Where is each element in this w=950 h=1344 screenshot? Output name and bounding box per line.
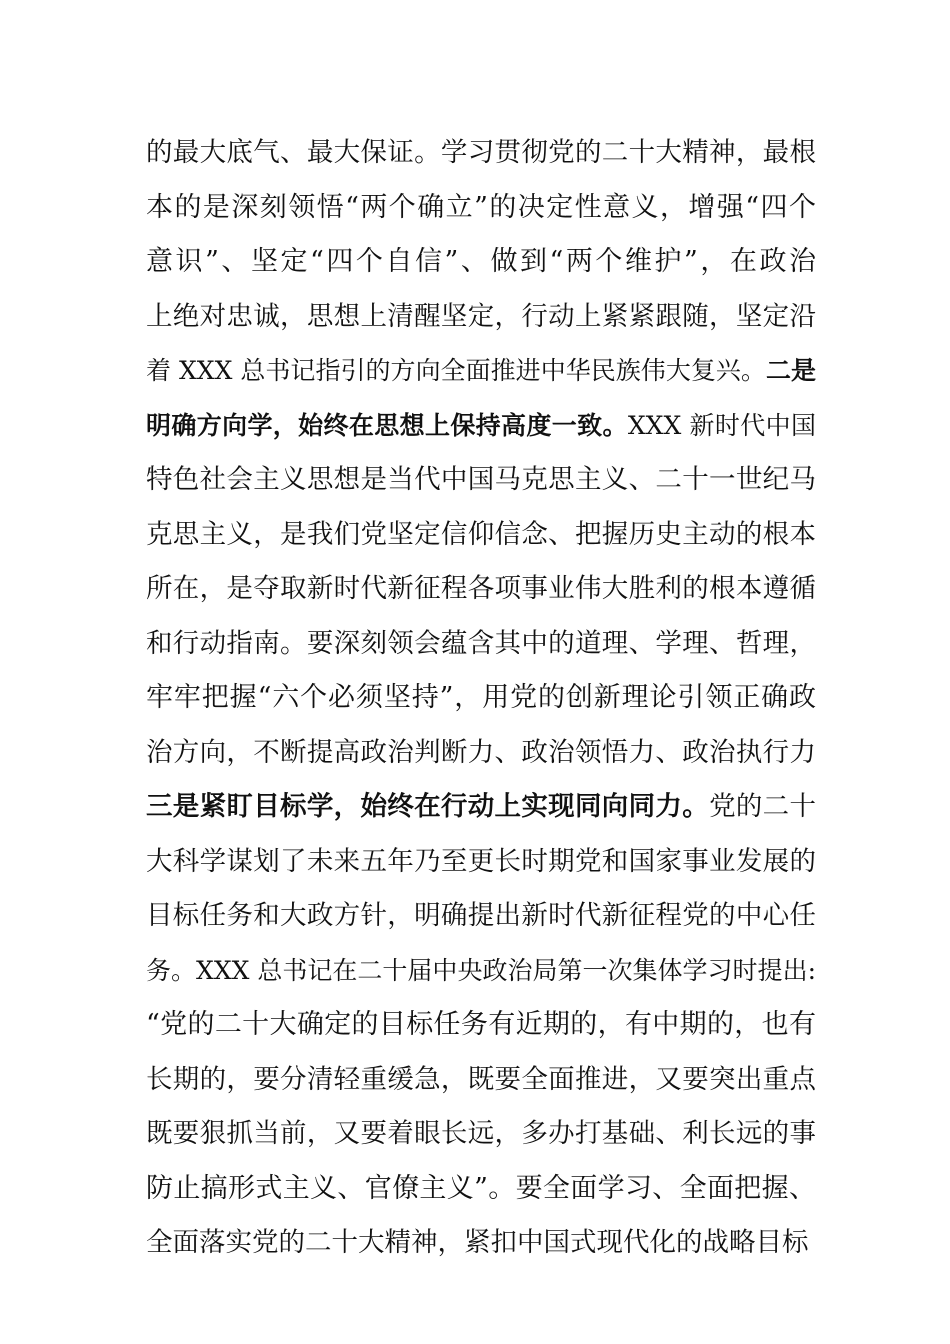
text-line <box>146 1162 816 1217</box>
bold-heading-text: 明确方向学，始终在思想上保持高度一致。 <box>146 410 628 440</box>
text-line <box>146 889 816 944</box>
text-line <box>146 671 816 726</box>
text-line <box>146 399 816 454</box>
text-line <box>146 290 816 345</box>
paragraph-text: 治方向，不断提高政治判断力、政治领悟力、政治执行力 <box>146 736 816 768</box>
paragraph-text: 本的是深刻领悟“两个确立”的决定性意义，增强“四个 <box>146 191 816 223</box>
text-line <box>146 508 816 563</box>
paragraph-text: 大科学谋划了未来五年乃至更长时期党和国家事业发展的 <box>146 845 816 877</box>
text-line <box>146 1216 816 1271</box>
text-line <box>146 181 816 236</box>
paragraph-text: 意识”、坚定“四个自信”、做到“两个维护”，在政治 <box>146 246 816 277</box>
paragraph-text: 既要狠抓当前，又要着眼长远，多办打基础、利长远的事 <box>146 1118 816 1149</box>
paragraph-text: 着 XXX 总书记指引的方向全面推进中华民族伟大复兴。 <box>146 356 766 385</box>
text-line <box>146 944 816 999</box>
text-line <box>146 453 816 508</box>
paragraph-text: 所在，是夺取新时代新征程各项事业伟大胜利的根本遵循 <box>146 573 816 604</box>
paragraph-text: 党的二十 <box>709 791 816 822</box>
paragraph-text: 的最大底气、最大保证。学习贯彻党的二十大精神，最根 <box>146 137 816 168</box>
paragraph-text: 牢牢把握“六个必须坚持”，用党的创新理论引领正确政 <box>146 682 816 713</box>
text-line <box>146 562 816 617</box>
paragraph-text: 全面落实党的二十大精神，紧扣中国式现代化的战略目标 <box>146 1227 809 1258</box>
paragraph-text: XXX 新时代中国 <box>627 410 816 440</box>
paragraph-text: 长期的，要分清轻重缓急，既要全面推进，又要突出重点 <box>146 1063 816 1095</box>
body-text <box>146 126 816 1271</box>
text-line <box>146 835 816 890</box>
text-line <box>146 726 816 781</box>
paragraph-text: 克思主义，是我们党坚定信仰信念、把握历史主动的根本 <box>146 518 816 550</box>
bold-heading-text: 二是 <box>765 356 816 385</box>
text-line <box>146 1053 816 1108</box>
text-line <box>146 617 816 672</box>
paragraph-text: 防止搞形式主义、官僚主义”。要全面学习、全面把握、 <box>146 1172 816 1204</box>
text-line <box>146 235 816 290</box>
text-line <box>146 998 816 1053</box>
text-line <box>146 780 816 835</box>
text-line <box>146 126 816 181</box>
text-line <box>146 1107 816 1162</box>
paragraph-text: “党的二十大确定的目标任务有近期的，有中期的，也有 <box>146 1009 816 1040</box>
text-line <box>146 344 816 399</box>
paragraph-text: 上绝对忠诚，思想上清醒坚定，行动上紧紧跟随，坚定沿 <box>146 300 816 332</box>
bold-heading-text: 三是紧盯目标学，始终在行动上实现同向同力。 <box>146 791 710 822</box>
paragraph-text: 务。XXX 总书记在二十届中央政治局第一次集体学习时提出: <box>146 955 816 985</box>
paragraph-text: 特色社会主义思想是当代中国马克思主义、二十一世纪马 <box>146 464 816 495</box>
paragraph-text: 和行动指南。要深刻领会蕴含其中的道理、学理、哲理， <box>146 627 816 659</box>
paragraph-text: 目标任务和大政方针，明确提出新时代新征程党的中心任 <box>146 900 816 931</box>
